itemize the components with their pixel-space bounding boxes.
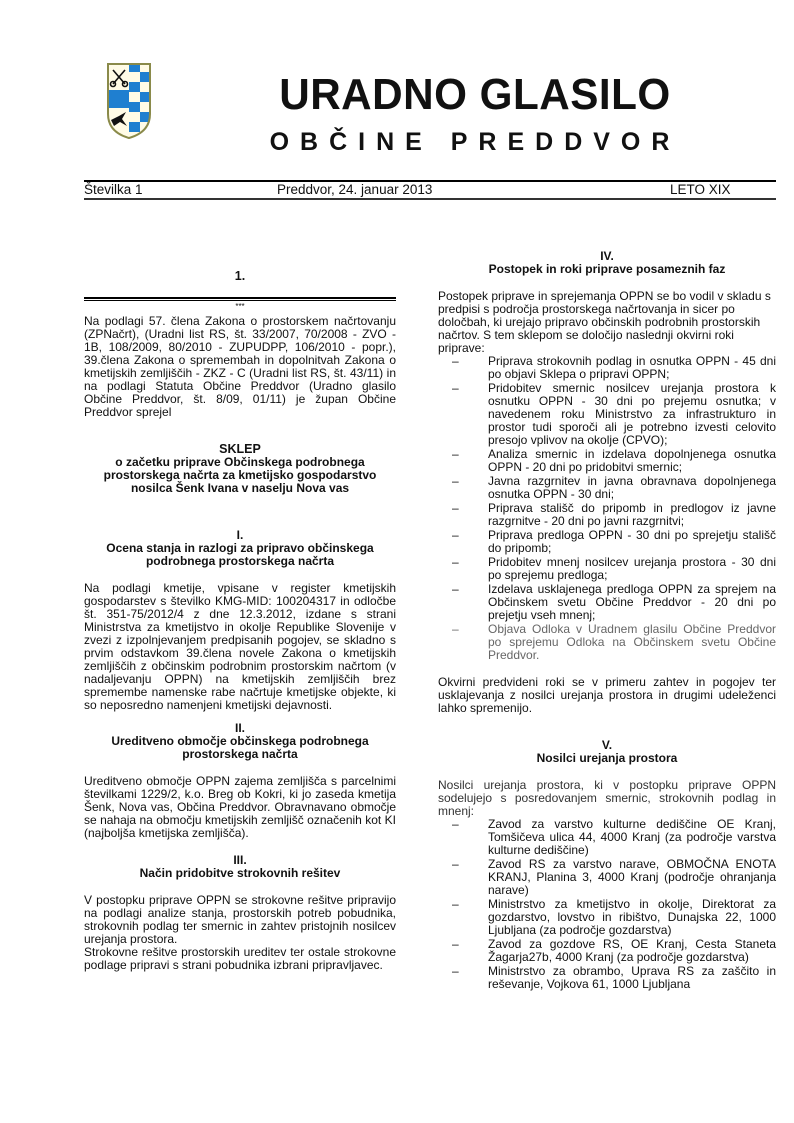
issue-year: LETO XIX [670, 182, 731, 197]
dash-bullet: – [452, 897, 459, 911]
list-item-text: Priprava predloga OPPN - 30 dni po sprejetju stališč do pripomb; [488, 528, 776, 555]
list-item [438, 475, 776, 501]
list-item [438, 355, 776, 381]
list-item-text: Izdelava usklajenega predloga OPPN za sprejem na Občinskem svetu Občine Preddvor - 20 dni po prejetju vseh mnenj; [488, 582, 776, 622]
list-item-text: Ministrstvo za obrambo, Uprava RS za zaščito in reševanje, Vojkova 61, 1000 Ljubljana [488, 964, 776, 991]
list-item [438, 529, 776, 555]
section-iv-outro: Okvirni predvideni roki se v primeru zahtev in pogojev ter usklajevanja z nosilci urejanja prostora in drugimi udeleženci lahko spremenijo. [438, 675, 776, 715]
list-item-text: Pridobitev smernic nosilcev urejanja prostora k osnutku OPPN - 30 dni po prejemu osnutka; v navedenem roku Ministrstvo za infrastrukturo in prostor tudi sporoči ali je potrebno izvesti celovito presojo vplivov na okolje (CPVO); [488, 381, 776, 447]
dash-bullet: – [452, 582, 459, 596]
publication-title: URADNO GLASILO [279, 70, 671, 119]
dash-bullet: – [452, 528, 459, 542]
section-v-title: Nosilci urejanja prostora [536, 751, 678, 765]
section-iii-paragraph-1: V postopku priprave OPPN se strokovne rešitve pripravijo na podlagi analize stanja, prostorskih potreb pobudnika, strokovnih podlag ter smernic in zahtev pristojnih nosilcev urejanja prostora. [84, 893, 396, 946]
section-v-intro: Nosilci urejanja prostora, ki v postopku priprave OPPN sodelujejo s posredovanjem smernic, strokovnih podlag in mnenj: [438, 778, 776, 818]
section-iv-intro: Postopek priprave in sprejemanja OPPN se bo vodil v skladu s predpisi s področja prostorskega načrtovanja in sicer po določbah, ki urejajo pripravo občinskih podrobnih prostorskih načrtov. S tem sklepom se določijo naslednji okvirni roki priprave: [438, 289, 771, 355]
section-i-paragraph: Na podlagi kmetije, vpisane v register kmetijskih gospodarstev s številko KMG-MID: 100204317 in odločbe št. 351-75/2012/4 z dne 12.3.2012, izdane s strani Ministrstva za kmetijstvo in okolje Republike Slovenije v zvezi z izpolnjevanjem predpisanih pogojev, se skladno s prvim odstavkom 39.člena novele Zakona o kmetijskih zemljiščih z občinskim podrobnim prostorskim načrtom (v nadaljevanju OPPN) na kmetijskih zemljiščih brez spremembe namenske rabe načrtuje kmetijske objekte, ki so neposredno namenjeni kmetijski dejavnosti. [84, 581, 396, 712]
section-i-numeral: I. [236, 528, 244, 542]
list-item-text: Zavod RS za varstvo narave, OBMOČNA ENOTA KRANJ, Planina 3, 4000 Kranj (področje ohranjanja narave) [488, 857, 776, 897]
section-ii-title: Ureditveno območje občinskega podrobnega prostorskega načrta [111, 734, 369, 761]
dash-bullet: – [452, 817, 459, 831]
list-item [438, 938, 776, 964]
list-item-text: Javna razgrnitev in javna obravnava dopolnjenega osnutka OPPN - 30 dni; [488, 474, 776, 501]
dash-bullet: – [452, 555, 459, 569]
list-item-text: Analiza smernic in izdelava dopolnjenega osnutka OPPN - 20 dni po pridobitvi smernic; [488, 447, 776, 474]
section-iv-title: Postopek in roki priprave posameznih faz [488, 262, 726, 276]
right-column [438, 250, 776, 992]
issue-info-bar [84, 181, 776, 198]
section-iv-numeral: IV. [600, 249, 614, 263]
municipal-coat-of-arms-icon [106, 62, 152, 140]
list-item [438, 502, 776, 528]
dash-bullet: – [452, 501, 459, 515]
dash-bullet: – [452, 964, 459, 978]
issue-date: Preddvor, 24. januar 2013 [277, 182, 433, 197]
list-item [438, 965, 776, 991]
list-item [438, 898, 776, 937]
list-item-text: Zavod za varstvo kulturne dediščine OE Kranj, Tomšičeva ulica 44, 4000 Kranj (za področje varstva kulturne dediščine) [488, 817, 776, 857]
sklep-subtitle: o začetku priprave Občinskega podrobnega prostorskega načrta za kmetijsko gospodarstvo nosilca Šenk Ivana v naselju Nova vas [103, 455, 377, 495]
list-item [438, 623, 776, 662]
list-item-text: Pridobitev mnenj nosilcev urejanja prostora - 30 dni po sprejemu predloga; [488, 555, 776, 582]
list-item [438, 583, 776, 622]
list-item-text: Zavod za gozdove RS, OE Kranj, Cesta Staneta Žagarja27b, 4000 Kranj (za področje gozdarstva) [488, 937, 776, 964]
section-ii-numeral: II. [234, 721, 245, 735]
double-rule-divider [84, 297, 396, 301]
dash-bullet: – [452, 447, 459, 461]
list-item-text: Objava Odloka v Uradnem glasilu Občine Preddvor po sprejemu Odloka na Občinskem svetu Občine Preddvor. [488, 622, 776, 662]
list-item-text: Priprava strokovnih podlag in osnutka OPPN - 45 dni po objavi Sklepa o pripravi OPPN; [488, 354, 776, 381]
dash-bullet: – [452, 474, 459, 488]
list-item [438, 858, 776, 897]
stars-separator: *** [235, 302, 245, 311]
preamble-paragraph: Na podlagi 57. člena Zakona o prostorskem načrtovanju (ZPNačrt), (Uradni list RS, št. 33/2007, 70/2008 - ZVO - 1B, 108/2009, 80/2010 - ZUPUDPP, 106/2010 - popr.), 39.člena Zakona o spremembah in dopolnitvah Zakona o kmetijskih zemljiščih - ZKZ - C (Uradni list RS, št. 43/11) in na podlagi Statuta Občine Preddvor (Uradno glasilo Občine Preddvor, št. 8/09, 01/11) je župan Občine Preddvor sprejel [84, 314, 396, 419]
dash-bullet: – [452, 381, 459, 395]
issue-number: Številka 1 [84, 182, 143, 197]
timeline-list [438, 355, 776, 662]
list-item [438, 448, 776, 474]
dash-bullet: – [452, 937, 459, 951]
section-iii-numeral: III. [233, 853, 247, 867]
list-item-text: Priprava stališč do pripomb in predlogov iz javne razgrnitve - 20 dni po javni razgrnitvi; [488, 501, 776, 528]
item-number: 1. [234, 269, 246, 283]
list-item [438, 556, 776, 582]
authorities-list [438, 818, 776, 991]
section-iii-title: Način pridobitve strokovnih rešitev [139, 866, 341, 880]
header-bottom-rule [84, 198, 776, 200]
section-ii-paragraph: Ureditveno območje OPPN zajema zemljišča s parcelnimi številkami 1229/2, k.o. Breg ob Kokri, ki jo zaseda kmetija Šenk, Nova vas, Občina Preddvor. Obravnavano območje se nahaja na območju kmetijskih zemljišč označenih kot KI (najboljša kmetijska zemljišča). [84, 774, 396, 840]
sklep-title: SKLEP [219, 442, 261, 456]
publication-subtitle: OBČINE PREDDVOR [269, 128, 681, 156]
list-item [438, 382, 776, 447]
dash-bullet: – [452, 857, 459, 871]
section-i-title: Ocena stanja in razlogi za pripravo občinskega podrobnega prostorskega načrta [106, 541, 374, 568]
list-item [438, 818, 776, 857]
list-item-text: Ministrstvo za kmetijstvo in okolje, Direktorat za gozdarstvo, lovstvo in ribištvo, Dunajska 22, 1000 Ljubljana (za področje gozdarstva) [488, 897, 776, 937]
dash-bullet: – [452, 354, 459, 368]
section-v-numeral: V. [601, 738, 613, 752]
section-iii-paragraph-2: Strokovne rešitve prostorskih ureditev ter ostale strokovne podlage pripravi s strani pobudnika izbrani pripravljavec. [84, 945, 396, 972]
left-column [84, 240, 396, 972]
dash-bullet: – [452, 622, 459, 636]
